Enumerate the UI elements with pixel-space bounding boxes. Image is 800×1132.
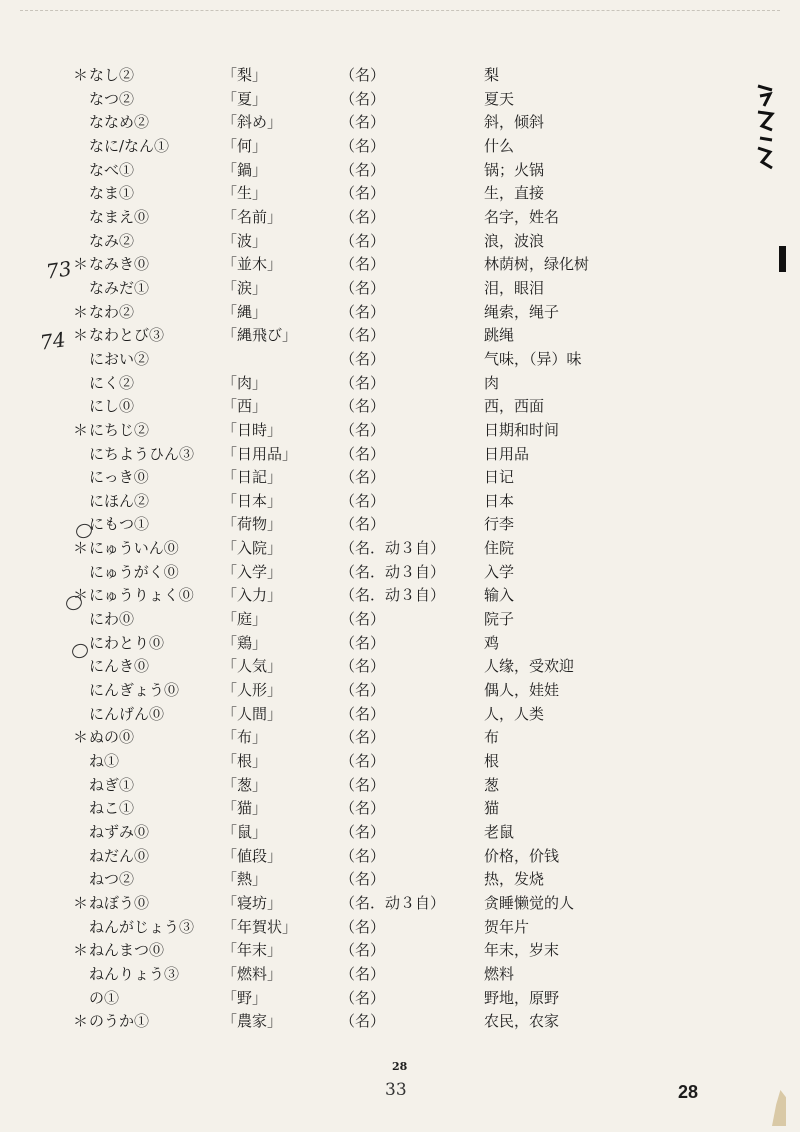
entry-meaning: 偶人，娃娃 (484, 681, 560, 700)
margin-scribble (754, 82, 776, 172)
entry-kanji: 「涙」 (222, 278, 268, 297)
entry-reading: なつ② (89, 89, 135, 108)
entry-part-of-speech: （名） (340, 704, 386, 723)
entry-part-of-speech: （名） (340, 207, 386, 226)
vocab-entry (72, 395, 632, 419)
entry-part-of-speech: （名．动３自） (340, 586, 446, 605)
entry-reading: におい② (89, 349, 150, 368)
entry-meaning: 行李 (484, 515, 515, 534)
entry-meaning: 锅；火锅 (484, 160, 545, 179)
vocab-entry (72, 821, 632, 845)
vocab-entry (72, 443, 632, 467)
entry-reading: にほん② (89, 491, 150, 510)
entry-part-of-speech: （名） (340, 633, 386, 652)
entry-reading: にっき⓪ (89, 468, 149, 487)
entry-part-of-speech: （名） (340, 941, 386, 960)
entry-reading: なべ① (89, 160, 135, 179)
vocab-entry (72, 111, 632, 135)
vocab-entry (72, 868, 632, 892)
entry-reading: ねぎ① (89, 775, 135, 794)
entry-mark: ＊ (72, 255, 88, 274)
vocab-entry (72, 774, 632, 798)
entry-meaning: 入学 (484, 562, 515, 581)
entry-reading: ねんまつ⓪ (89, 941, 165, 960)
entry-kanji: 「入力」 (222, 586, 283, 605)
vocab-entry (72, 1010, 632, 1034)
entry-kanji: 「入院」 (222, 539, 283, 558)
entry-kanji: 「布」 (222, 728, 268, 747)
paper-tear (772, 1090, 786, 1126)
entry-reading: ぬの⓪ (89, 728, 135, 747)
entry-reading: にちじ② (89, 420, 150, 439)
entry-part-of-speech: （名） (340, 657, 386, 676)
handwritten-note: 74 (38, 327, 67, 355)
entry-part-of-speech: （名） (340, 136, 386, 155)
entry-part-of-speech: （名） (340, 799, 386, 818)
entry-kanji: 「葱」 (222, 775, 268, 794)
entry-meaning: 老鼠 (484, 823, 515, 841)
entry-meaning: 人，人类 (484, 704, 545, 723)
entry-reading: なまえ⓪ (89, 207, 150, 226)
entry-kanji: 「並木」 (222, 255, 283, 274)
vocab-entry (72, 608, 632, 632)
entry-kanji: 「燃料」 (222, 964, 283, 983)
entry-meaning: 根 (484, 752, 500, 771)
entry-mark: ＊ (72, 1012, 88, 1031)
page-number-large: 33 (385, 1080, 407, 1100)
entry-meaning: 气味，（异）味 (484, 349, 582, 368)
entry-part-of-speech: （名） (340, 752, 386, 771)
entry-kanji: 「斜め」 (222, 113, 283, 132)
entry-part-of-speech: （名） (340, 870, 386, 889)
entry-reading: にく② (89, 373, 135, 392)
page-top-edge (20, 10, 780, 11)
page-number-corner: 28 (678, 1082, 699, 1102)
entry-kanji: 「鼠」 (222, 823, 268, 841)
entry-part-of-speech: （名） (340, 231, 386, 250)
entry-reading: にし⓪ (89, 397, 135, 416)
vocab-entry (72, 135, 632, 159)
vocab-entry (72, 159, 632, 183)
entry-kanji: 「夏」 (222, 89, 268, 108)
entry-meaning: 林荫树，绿化树 (484, 255, 590, 274)
entry-meaning: 住院 (484, 539, 515, 558)
entry-kanji: 「肉」 (222, 373, 268, 392)
entry-reading: にんき⓪ (89, 657, 150, 676)
vocab-entry (72, 561, 632, 585)
vocab-entry (72, 230, 632, 254)
entry-kanji: 「鍋」 (222, 160, 268, 179)
entry-part-of-speech: （名） (340, 988, 386, 1007)
vocabulary-list (72, 64, 632, 1034)
entry-part-of-speech: （名） (340, 917, 386, 936)
vocab-entry (72, 253, 632, 277)
entry-mark: ＊ (72, 728, 88, 747)
page-number-small: 28 (392, 1060, 408, 1073)
entry-kanji: 「猫」 (222, 799, 268, 818)
entry-reading: ねつ② (89, 870, 135, 889)
vocab-entry (72, 655, 632, 679)
entry-part-of-speech: （名） (340, 184, 386, 203)
vocab-entry (72, 987, 632, 1011)
entry-meaning: 贺年片 (484, 917, 530, 936)
entry-kanji: 「波」 (222, 231, 268, 250)
entry-part-of-speech: （名） (340, 444, 386, 463)
entry-part-of-speech: （名） (340, 420, 386, 439)
entry-reading: ななめ② (89, 113, 150, 132)
entry-part-of-speech: （名） (340, 515, 386, 534)
entry-part-of-speech: （名） (340, 610, 386, 629)
entry-part-of-speech: （名） (340, 1012, 386, 1031)
entry-kanji: 「名前」 (222, 207, 283, 226)
vocab-entry (72, 584, 632, 608)
entry-kanji: 「熱」 (222, 870, 268, 889)
entry-part-of-speech: （名） (340, 775, 386, 794)
entry-part-of-speech: （名） (340, 66, 386, 84)
vocab-entry (72, 372, 632, 396)
entry-meaning: 农民，农家 (484, 1012, 560, 1031)
entry-part-of-speech: （名） (340, 255, 386, 274)
entry-reading: ねんりょう③ (89, 964, 180, 983)
entry-meaning: 野地，原野 (484, 988, 560, 1007)
entry-meaning: 梨 (484, 66, 500, 84)
entry-part-of-speech: （名．动３自） (340, 539, 446, 558)
entry-meaning: 什么 (484, 136, 515, 155)
entry-meaning: 生，直接 (484, 184, 545, 203)
entry-meaning: 鸡 (484, 633, 500, 652)
vocab-entry (72, 64, 632, 88)
entry-part-of-speech: （名） (340, 728, 386, 747)
entry-kanji: 「荷物」 (222, 515, 283, 534)
entry-reading: ねんがじょう③ (89, 917, 195, 936)
vocab-entry (72, 703, 632, 727)
vocab-entry (72, 419, 632, 443)
entry-meaning: 名字，姓名 (484, 207, 560, 226)
entry-kanji: 「日本」 (222, 491, 283, 510)
entry-meaning: 葱 (484, 775, 500, 794)
entry-kanji: 「生」 (222, 184, 268, 203)
entry-mark: ＊ (72, 941, 88, 960)
vocab-entry (72, 537, 632, 561)
entry-reading: なわ② (89, 302, 135, 321)
entry-meaning: 贪睡懒觉的人 (484, 893, 575, 912)
entry-meaning: 日期和时间 (484, 420, 560, 439)
entry-part-of-speech: （名） (340, 302, 386, 321)
vocab-entry (72, 632, 632, 656)
entry-mark: ＊ (72, 893, 88, 912)
vocab-entry (72, 679, 632, 703)
entry-mark: ＊ (72, 326, 88, 345)
entry-kanji: 「人間」 (222, 704, 283, 723)
vocab-entry (72, 301, 632, 325)
entry-part-of-speech: （名．动３自） (340, 562, 446, 581)
entry-reading: なに/なん① (89, 136, 170, 155)
vocab-entry (72, 845, 632, 869)
vocab-entry (72, 490, 632, 514)
entry-reading: にもつ① (89, 515, 150, 534)
entry-kanji: 「寝坊」 (222, 893, 283, 912)
entry-part-of-speech: （名） (340, 349, 386, 368)
entry-part-of-speech: （名） (340, 846, 386, 865)
entry-meaning: 输入 (484, 586, 515, 605)
entry-reading: にちようひん③ (89, 444, 195, 463)
vocab-entry (72, 939, 632, 963)
vocab-entry (72, 324, 632, 348)
vocab-entry (72, 88, 632, 112)
vocab-entry (72, 797, 632, 821)
entry-kanji: 「年賀状」 (222, 917, 298, 936)
entry-part-of-speech: （名） (340, 468, 386, 487)
entry-reading: ねこ① (89, 799, 135, 818)
entry-part-of-speech: （名） (340, 326, 386, 345)
entry-reading: にゅういん⓪ (89, 539, 179, 558)
entry-kanji: 「梨」 (222, 66, 268, 84)
vocab-entry (72, 892, 632, 916)
entry-reading: にゅうがく⓪ (89, 562, 179, 581)
entry-part-of-speech: （名） (340, 681, 386, 700)
entry-kanji: 「縄飛び」 (222, 326, 298, 345)
entry-meaning: 年末，岁末 (484, 941, 560, 960)
entry-reading: ねずみ⓪ (89, 823, 150, 841)
entry-meaning: 日记 (484, 468, 515, 487)
vocab-entry (72, 513, 632, 537)
entry-reading: ね① (89, 752, 120, 771)
margin-mark (779, 246, 786, 272)
entry-meaning: 布 (484, 728, 500, 747)
entry-kanji: 「縄」 (222, 302, 268, 321)
entry-meaning: 浪，波浪 (484, 231, 545, 250)
entry-kanji: 「人形」 (222, 681, 283, 700)
entry-reading: にんげん⓪ (89, 704, 165, 723)
entry-meaning: 跳绳 (484, 326, 515, 345)
entry-meaning: 燃料 (484, 964, 515, 983)
entry-kanji: 「入学」 (222, 562, 283, 581)
entry-kanji: 「日用品」 (222, 444, 298, 463)
entry-part-of-speech: （名） (340, 160, 386, 179)
entry-part-of-speech: （名） (340, 373, 386, 392)
entry-reading: の① (89, 988, 120, 1007)
vocab-entry (72, 726, 632, 750)
entry-kanji: 「根」 (222, 752, 268, 771)
entry-kanji: 「値段」 (222, 846, 283, 865)
entry-reading: なみ② (89, 231, 135, 250)
entry-kanji: 「何」 (222, 136, 268, 155)
vocab-entry (72, 466, 632, 490)
entry-mark: ＊ (72, 302, 88, 321)
entry-mark: ＊ (72, 66, 88, 84)
entry-part-of-speech: （名．动３自） (340, 893, 446, 912)
entry-part-of-speech: （名） (340, 397, 386, 416)
entry-part-of-speech: （名） (340, 113, 386, 132)
entry-mark: ＊ (72, 539, 88, 558)
entry-reading: なみき⓪ (89, 255, 150, 274)
vocab-entry (72, 277, 632, 301)
entry-meaning: 夏天 (484, 89, 515, 108)
handwritten-note: 73 (44, 256, 73, 284)
vocab-entry (72, 206, 632, 230)
entry-reading: なわとび③ (89, 326, 165, 345)
entry-kanji: 「西」 (222, 397, 268, 416)
entry-reading: にわとり⓪ (89, 633, 165, 652)
entry-reading: なし② (89, 66, 135, 84)
entry-kanji: 「人気」 (222, 657, 283, 676)
entry-reading: なみだ① (89, 278, 150, 297)
entry-reading: ねぼう⓪ (89, 893, 150, 912)
entry-meaning: 泪，眼泪 (484, 278, 545, 297)
entry-meaning: 猫 (484, 799, 500, 818)
entry-reading: にわ⓪ (89, 610, 135, 629)
entry-mark: ＊ (72, 420, 88, 439)
entry-kanji: 「日時」 (222, 420, 283, 439)
entry-kanji: 「野」 (222, 988, 268, 1007)
entry-part-of-speech: （名） (340, 89, 386, 108)
entry-meaning: 日用品 (484, 444, 530, 463)
entry-meaning: 院子 (484, 610, 515, 629)
entry-part-of-speech: （名） (340, 823, 386, 841)
entry-kanji: 「日記」 (222, 468, 283, 487)
entry-reading: なま① (89, 184, 135, 203)
entry-meaning: 西，西面 (484, 397, 545, 416)
entry-kanji: 「年末」 (222, 941, 283, 960)
entry-meaning: 肉 (484, 373, 500, 392)
entry-kanji: 「鶏」 (222, 633, 268, 652)
vocab-entry (72, 182, 632, 206)
entry-meaning: 热，发烧 (484, 870, 545, 889)
entry-reading: にんぎょう⓪ (89, 681, 180, 700)
entry-meaning: 人缘，受欢迎 (484, 657, 575, 676)
entry-meaning: 斜，倾斜 (484, 113, 545, 132)
entry-kanji: 「農家」 (222, 1012, 283, 1031)
entry-part-of-speech: （名） (340, 964, 386, 983)
entry-part-of-speech: （名） (340, 491, 386, 510)
vocab-entry (72, 750, 632, 774)
vocab-entry (72, 348, 632, 372)
entry-kanji: 「庭」 (222, 610, 268, 629)
vocab-entry (72, 916, 632, 940)
entry-reading: ねだん⓪ (89, 846, 150, 865)
vocab-entry (72, 963, 632, 987)
entry-reading: のうか① (89, 1012, 150, 1031)
entry-part-of-speech: （名） (340, 278, 386, 297)
entry-meaning: 绳索，绳子 (484, 302, 560, 321)
entry-mark: ＊ (72, 586, 88, 605)
entry-reading: にゅうりょく⓪ (89, 586, 194, 605)
entry-meaning: 价格，价钱 (484, 846, 560, 865)
entry-meaning: 日本 (484, 491, 515, 510)
